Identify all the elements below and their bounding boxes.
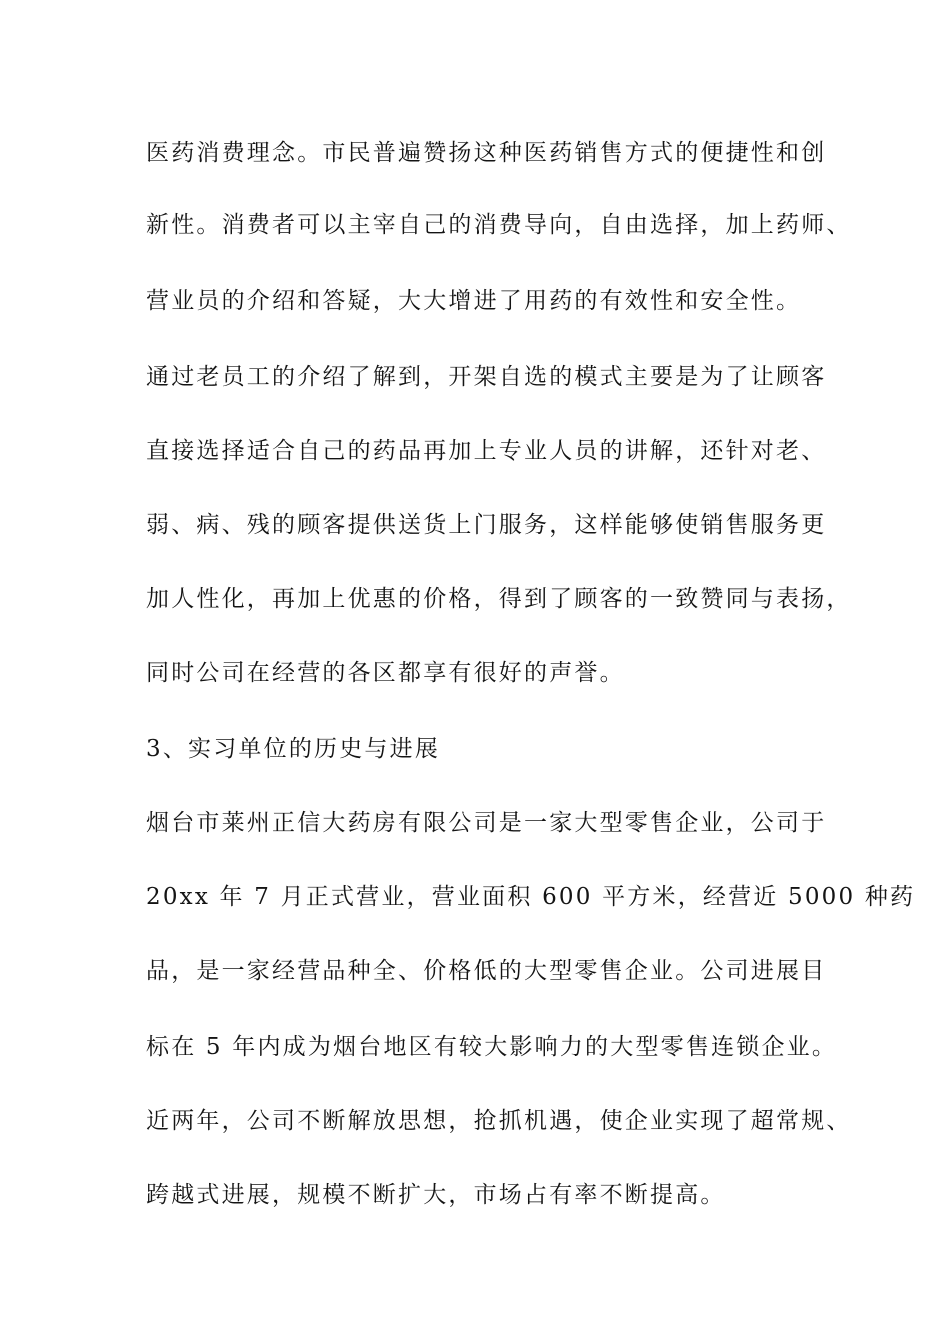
text-line-11: 20xx 年 7 月正式营业，营业面积 600 平方米，经营近 5000 种药 xyxy=(146,884,916,910)
text-line-5: 直接选择适合自己的药品再加上专业人员的讲解，还针对老、 xyxy=(146,438,827,464)
text-line-2: 新性。消费者可以主宰自己的消费导向，自由选择，加上药师、 xyxy=(146,212,852,238)
text-line-14: 近两年，公司不断解放思想，抢抓机遇，使企业实现了超常规、 xyxy=(146,1108,852,1134)
text-line-10: 烟台市莱州正信大药房有限公司是一家大型零售企业，公司于 xyxy=(146,810,827,836)
text-line-8: 同时公司在经营的各区都享有很好的声誉。 xyxy=(146,660,625,686)
text-line-15: 跨越式进展，规模不断扩大，市场占有率不断提高。 xyxy=(146,1182,726,1208)
text-line-3: 营业员的介绍和答疑，大大增进了用药的有效性和安全性。 xyxy=(146,288,802,314)
text-line-13: 标在 5 年内成为烟台地区有较大影响力的大型零售连锁企业。 xyxy=(146,1034,838,1060)
text-line-1: 医药消费理念。市民普遍赞扬这种医药销售方式的便捷性和创 xyxy=(146,140,827,166)
text-line-6: 弱、病、残的顾客提供送货上门服务，这样能够使销售服务更 xyxy=(146,512,827,538)
section-heading: 3、实习单位的历史与进展 xyxy=(146,736,441,762)
text-line-4: 通过老员工的介绍了解到，开架自选的模式主要是为了让顾客 xyxy=(146,364,827,390)
text-line-7: 加人性化，再加上优惠的价格，得到了顾客的一致赞同与表扬， xyxy=(146,586,852,612)
text-line-12: 品，是一家经营品种全、价格低的大型零售企业。公司进展目 xyxy=(146,958,827,984)
